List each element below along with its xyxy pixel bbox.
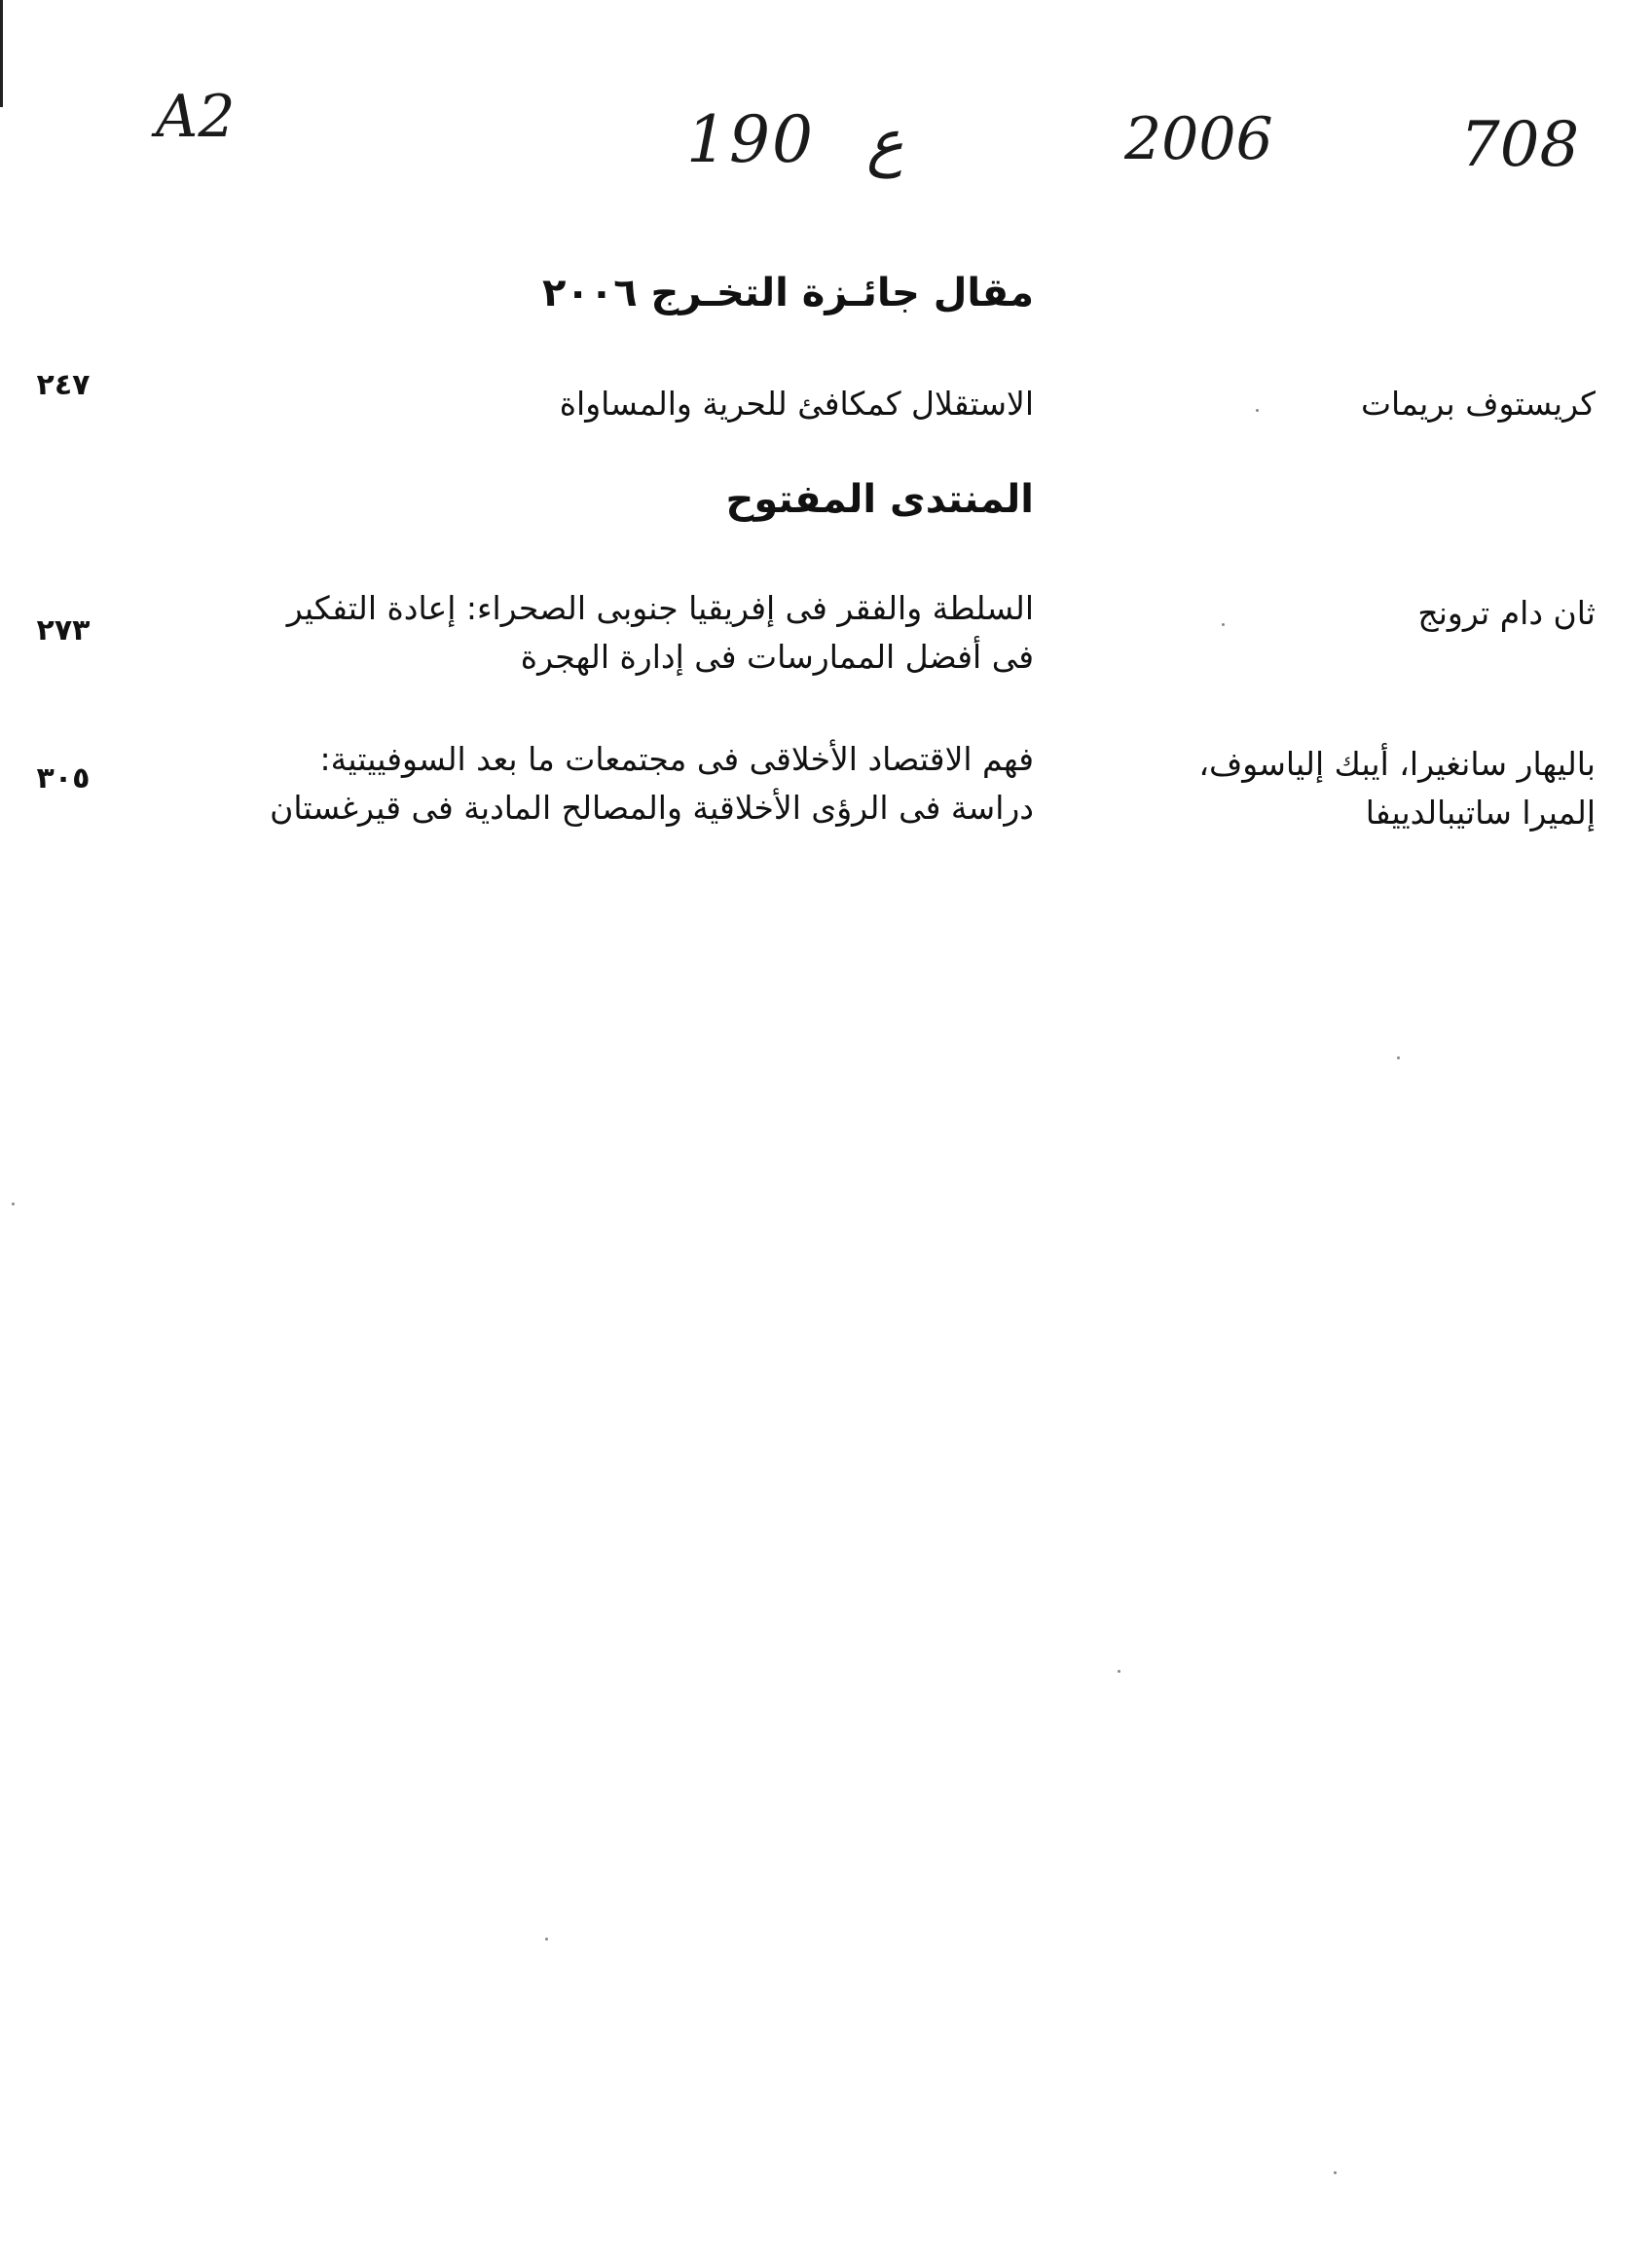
title-line: الاستقلال كمكافئ للحرية والمساواة bbox=[559, 385, 1034, 423]
entry-author bbox=[1089, 589, 1596, 638]
section-title-open-forum: المنتدى المفتوح bbox=[725, 477, 1034, 522]
title-line: دراسة فى الرؤى الأخلاقية والمصالح المادية فى قيرغستان bbox=[270, 789, 1034, 827]
handwritten-a2: A2 bbox=[156, 83, 236, 151]
entry-page-number: ٢٤٧ bbox=[36, 368, 91, 402]
handwritten-190: 190 bbox=[686, 102, 815, 177]
scan-edge-mark bbox=[0, 0, 3, 107]
section-title-graduation-prize: مقال جائـزة التخـرج ٢٠٠٦ bbox=[541, 271, 1034, 315]
handwritten-year: 2006 bbox=[1124, 105, 1273, 173]
scan-speck bbox=[545, 1938, 548, 1941]
entry-page-number: ٣٠٥ bbox=[36, 761, 91, 796]
scan-speck bbox=[1334, 2171, 1337, 2174]
handwritten-ain: ع bbox=[866, 107, 904, 179]
author-line: باليهار سانغيرا، أيبك إلياسوف، bbox=[1198, 745, 1596, 783]
entry-title bbox=[236, 380, 1034, 428]
title-line: فى أفضل الممارسات فى إدارة الهجرة bbox=[520, 638, 1034, 676]
entry-author bbox=[1089, 740, 1596, 837]
entry-author bbox=[1089, 380, 1596, 428]
scan-speck bbox=[1222, 623, 1225, 626]
scan-speck bbox=[1256, 409, 1259, 412]
scan-speck bbox=[12, 1202, 15, 1205]
entry-title bbox=[236, 735, 1034, 832]
title-line: السلطة والفقر فى إفريقيا جنوبى الصحراء: إعادة التفكير bbox=[286, 589, 1034, 627]
scan-speck bbox=[1118, 1670, 1120, 1673]
scan-speck bbox=[1397, 1056, 1400, 1059]
handwritten-708: 708 bbox=[1460, 109, 1580, 181]
author-line: إلميرا ساتيبالدييفا bbox=[1365, 794, 1596, 832]
author-line: ثان دام ترونج bbox=[1417, 594, 1596, 632]
title-line: فهم الاقتصاد الأخلاقى فى مجتمعات ما بعد السوفييتية: bbox=[319, 740, 1034, 778]
entry-page-number: ٢٧٣ bbox=[36, 613, 91, 648]
author-line: كريستوف بريمات bbox=[1360, 385, 1596, 423]
entry-title bbox=[236, 584, 1034, 682]
